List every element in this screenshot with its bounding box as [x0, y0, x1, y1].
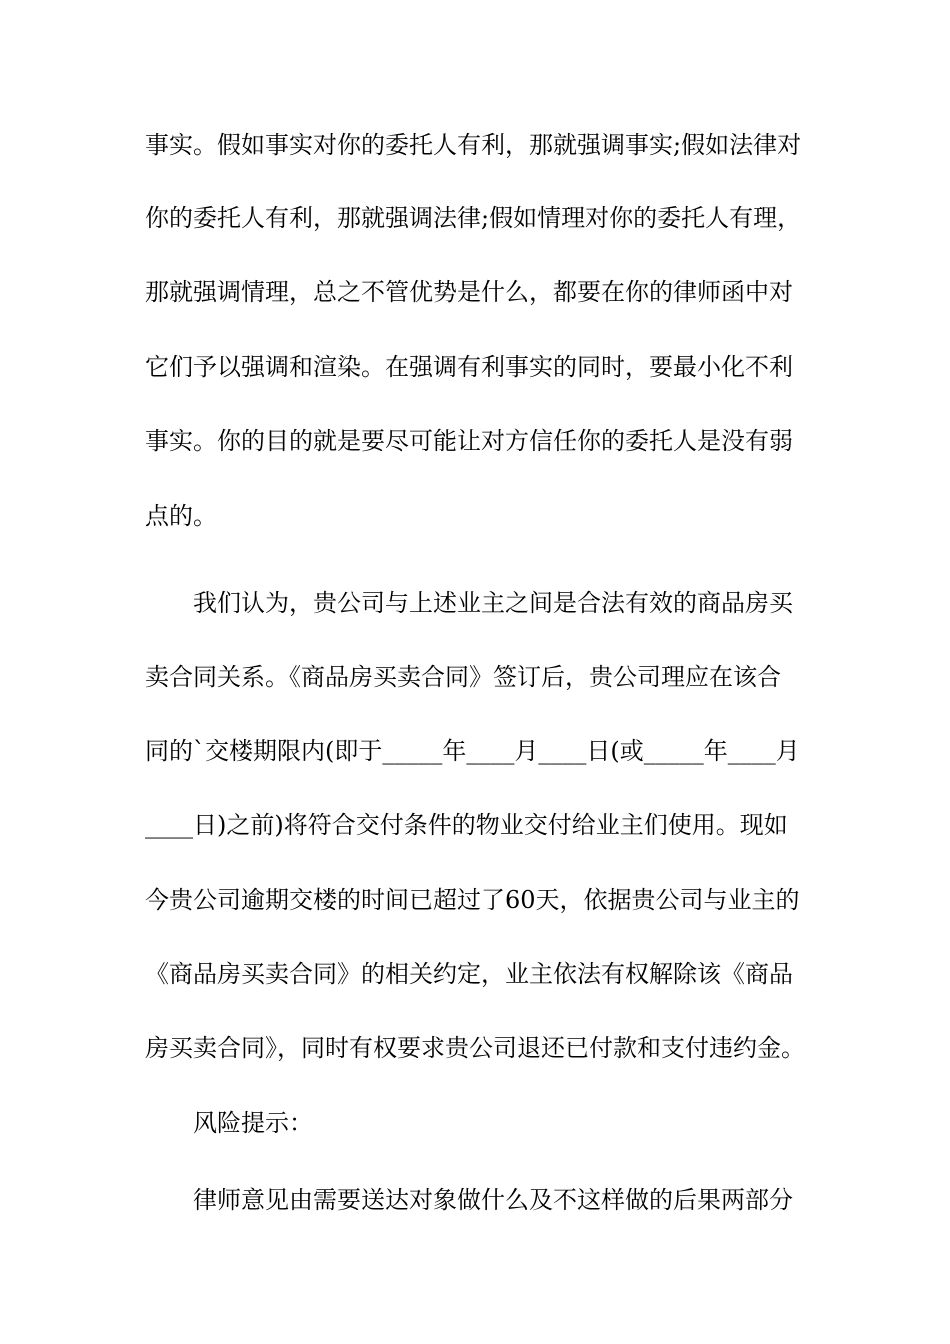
- risk-heading: 风险提示：: [193, 1109, 313, 1137]
- text-line-11: 今贵公司逾期交楼的时间已超过了60天，依据贵公司与业主的: [145, 886, 800, 914]
- text-line-4: 它们予以强调和渲染。在强调有利事实的同时，要最小化不利: [145, 353, 793, 381]
- text-line-5: 事实。你的目的就是要尽可能让对方信任你的委托人是没有弱: [145, 427, 793, 455]
- text-line-10: ____日)之前)将符合交付条件的物业交付给业主们使用。现如: [145, 811, 788, 839]
- text-line-9: 同的`交楼期限内(即于_____年____月____日(或_____年____月: [145, 737, 800, 765]
- text-line-1: 事实。假如事实对你的委托人有利，那就强调事实;假如法律对: [145, 131, 802, 159]
- text-line-13: 房买卖合同》，同时有权要求贵公司退还已付款和支付违约金。: [145, 1034, 805, 1062]
- paragraph-start-line: 我们认为，贵公司与上述业主之间是合法有效的商品房买: [193, 589, 793, 617]
- text-line-8: 卖合同关系。《商品房买卖合同》签订后，贵公司理应在该合: [145, 663, 781, 691]
- text-line-3: 那就强调情理，总之不管优势是什么，都要在你的律师函中对: [145, 278, 793, 306]
- text-line-2: 你的委托人有利，那就强调法律;假如情理对你的委托人有理，: [145, 204, 802, 232]
- text-line-6: 点的。: [145, 502, 217, 530]
- paragraph-start-line-2: 律师意见由需要送达对象做什么及不这样做的后果两部分: [193, 1186, 793, 1214]
- text-line-12: 《商品房买卖合同》的相关约定，业主依法有权解除该《商品: [145, 960, 793, 988]
